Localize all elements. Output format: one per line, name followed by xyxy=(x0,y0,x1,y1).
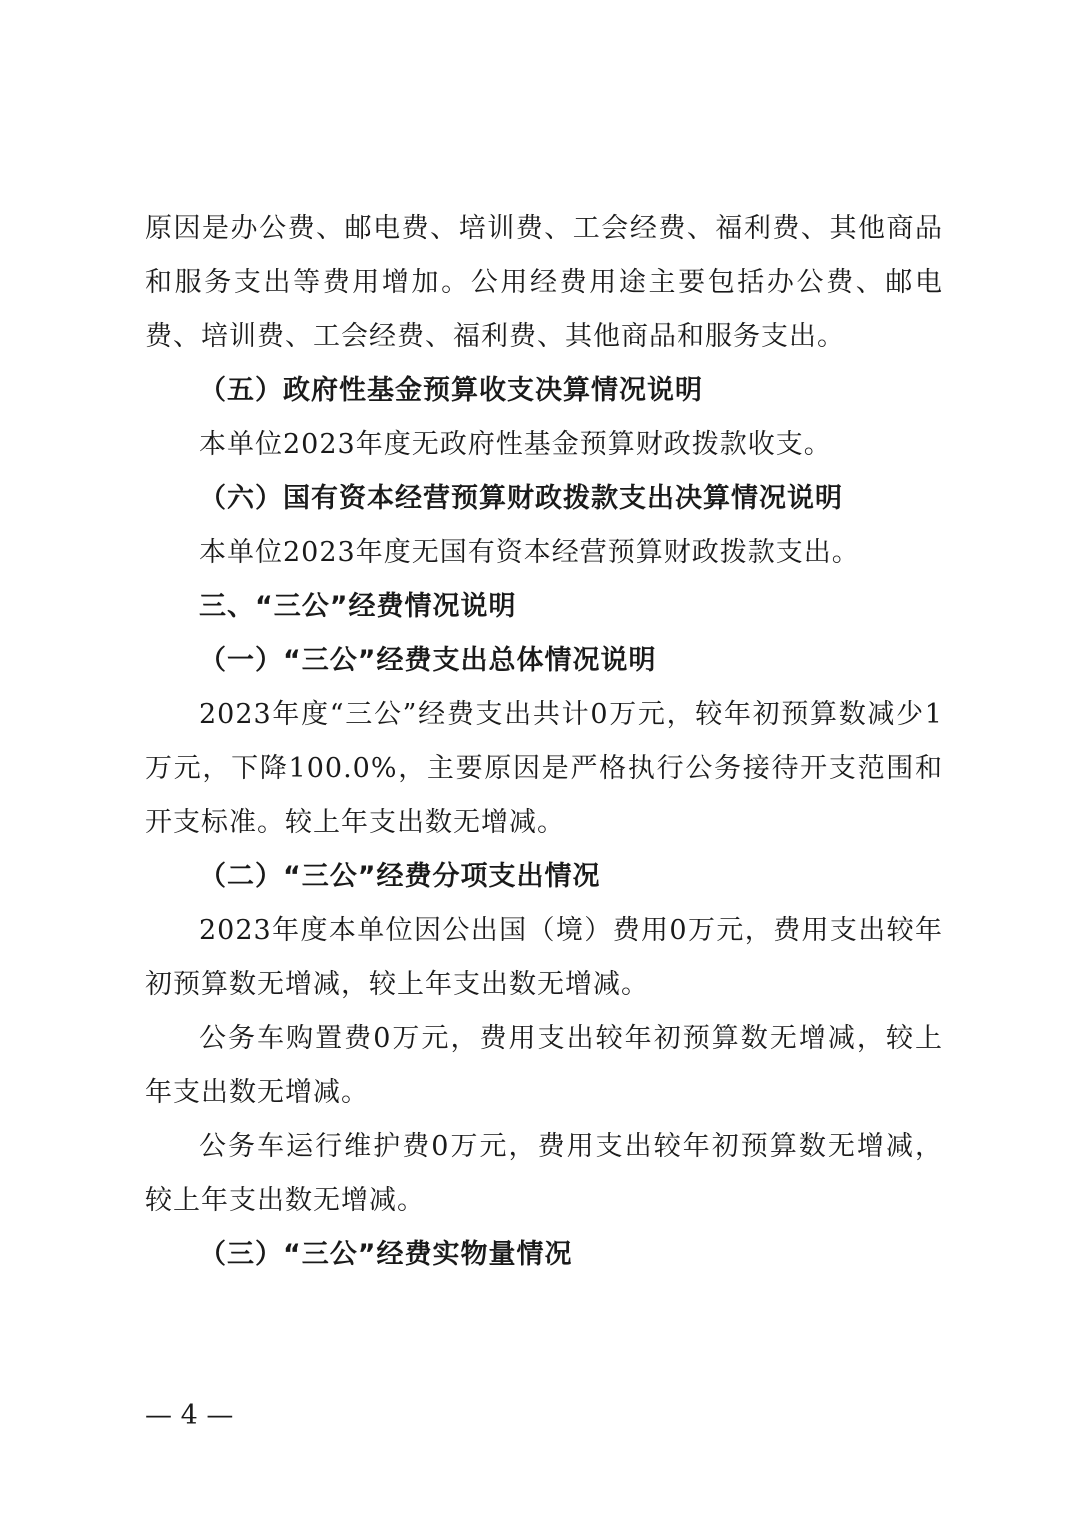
paragraph-public-expense-reasons: 原因是办公费、邮电费、培训费、工会经费、福利费、其他商品和服务支出等费用增加。公用经费用途主要包括办公费、邮电费、培训费、工会经费、福利费、其他商品和服务支出。 xyxy=(145,213,943,352)
heading-state-capital-budget: （六）国有资本经营预算财政拨款支出决算情况说明 xyxy=(199,483,843,514)
paragraph-three-public-overall: 2023年度“三公”经费支出共计0万元，较年初预算数减少1万元，下降100.0%，主要原因是严格执行公务接待开支范围和开支标准。较上年支出数无增减。 xyxy=(145,699,943,838)
page-number: — 4 — xyxy=(145,1400,234,1431)
heading-three-public-overall: （一）“三公”经费支出总体情况说明 xyxy=(199,645,657,676)
heading-three-public-itemized: （二）“三公”经费分项支出情况 xyxy=(199,861,601,892)
heading-government-fund-budget: （五）政府性基金预算收支决算情况说明 xyxy=(199,375,703,406)
paragraph-vehicle-purchase: 公务车购置费0万元，费用支出较年初预算数无增减，较上年支出数无增减。 xyxy=(145,1023,943,1108)
heading-three-public-physical: （三）“三公”经费实物量情况 xyxy=(199,1239,573,1270)
paragraph-vehicle-maintenance: 公务车运行维护费0万元，费用支出较年初预算数无增减，较上年支出数无增减。 xyxy=(145,1131,943,1216)
paragraph-state-capital-none: 本单位2023年度无国有资本经营预算财政拨款支出。 xyxy=(199,537,860,568)
heading-three-public-expenses: 三、“三公”经费情况说明 xyxy=(199,591,517,622)
document-body xyxy=(145,202,943,1282)
paragraph-government-fund-none: 本单位2023年度无政府性基金预算财政拨款收支。 xyxy=(199,429,832,460)
paragraph-overseas-travel: 2023年度本单位因公出国（境）费用0万元，费用支出较年初预算数无增减，较上年支出数无增减。 xyxy=(145,915,943,1000)
